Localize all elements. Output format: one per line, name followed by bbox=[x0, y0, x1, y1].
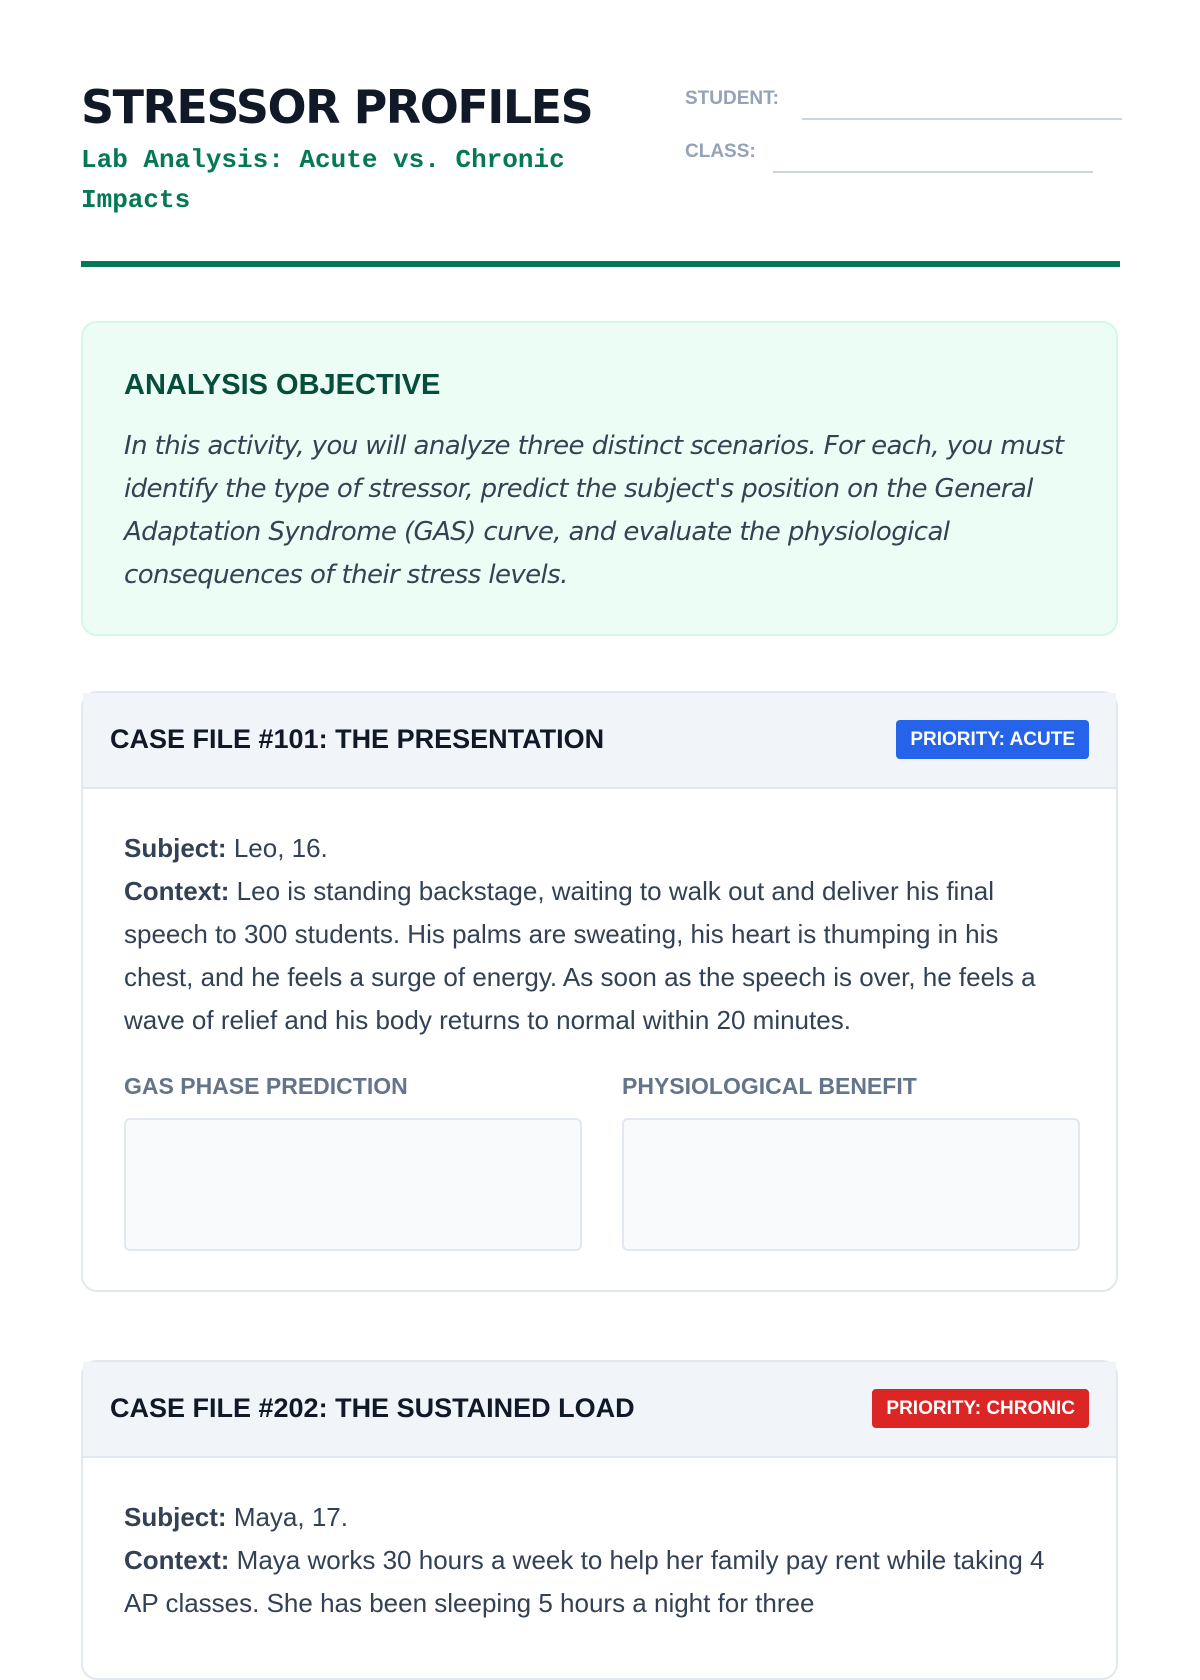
worksheet-header bbox=[81, 78, 1120, 268]
gas-phase-label: GAS PHASE PREDICTION bbox=[124, 1073, 408, 1099]
context-label: Context: bbox=[124, 876, 230, 906]
subject-line bbox=[124, 827, 1074, 870]
class-name-line[interactable] bbox=[773, 171, 1093, 173]
case-file-202 bbox=[81, 1360, 1118, 1680]
objective-title: ANALYSIS OBJECTIVE bbox=[124, 369, 441, 401]
class-label: CLASS: bbox=[685, 141, 756, 162]
case-header bbox=[83, 1362, 1116, 1458]
student-label: STUDENT: bbox=[685, 88, 779, 109]
objective-box bbox=[81, 321, 1118, 636]
physiological-benefit-label: PHYSIOLOGICAL BENEFIT bbox=[622, 1073, 917, 1099]
subject-value: Leo, 16. bbox=[233, 833, 328, 863]
objective-text: In this activity, you will analyze three distinct scenarios. For each, you must identify the type of stressor, predict the subject's position on the General Adaptation Syndrome (GAS) curve, and evaluate the physiological consequences of their stress levels. bbox=[124, 431, 1064, 590]
subject-label: Subject: bbox=[124, 1502, 227, 1532]
case-title: CASE FILE #202: THE SUSTAINED LOAD bbox=[110, 1393, 635, 1423]
context-line bbox=[124, 1539, 1074, 1625]
subject-label: Subject: bbox=[124, 833, 227, 863]
page-subtitle: Lab Analysis: Acute vs. Chronic Impacts bbox=[81, 145, 565, 215]
subject-line bbox=[124, 1496, 1074, 1539]
subject-value: Maya, 17. bbox=[233, 1502, 348, 1532]
page-title: STRESSOR PROFILES bbox=[81, 80, 593, 134]
case-body bbox=[124, 1496, 1074, 1625]
case-body bbox=[124, 827, 1074, 1042]
header-divider bbox=[81, 261, 1120, 267]
case-file-101 bbox=[81, 691, 1118, 1292]
physiological-benefit-answer-box[interactable] bbox=[622, 1118, 1080, 1251]
priority-badge: PRIORITY: ACUTE bbox=[896, 720, 1089, 759]
context-value: Leo is standing backstage, waiting to walk out and deliver his final speech to 300 students. His palms are sweating, his heart is thumping in his chest, and he feels a surge of energy. As soon as the speech is over, he feels a wave of relief and his body returns to normal within 20 minutes. bbox=[124, 876, 1036, 1035]
case-header bbox=[83, 693, 1116, 789]
student-name-line[interactable] bbox=[802, 118, 1122, 120]
context-line bbox=[124, 870, 1074, 1042]
case-title: CASE FILE #101: THE PRESENTATION bbox=[110, 724, 605, 754]
context-label: Context: bbox=[124, 1545, 230, 1575]
priority-badge: PRIORITY: CHRONIC bbox=[872, 1389, 1089, 1428]
gas-phase-answer-box[interactable] bbox=[124, 1118, 582, 1251]
context-value: Maya works 30 hours a week to help her family pay rent while taking 4 AP classes. She has been sleeping 5 hours a night for three bbox=[124, 1545, 1045, 1618]
